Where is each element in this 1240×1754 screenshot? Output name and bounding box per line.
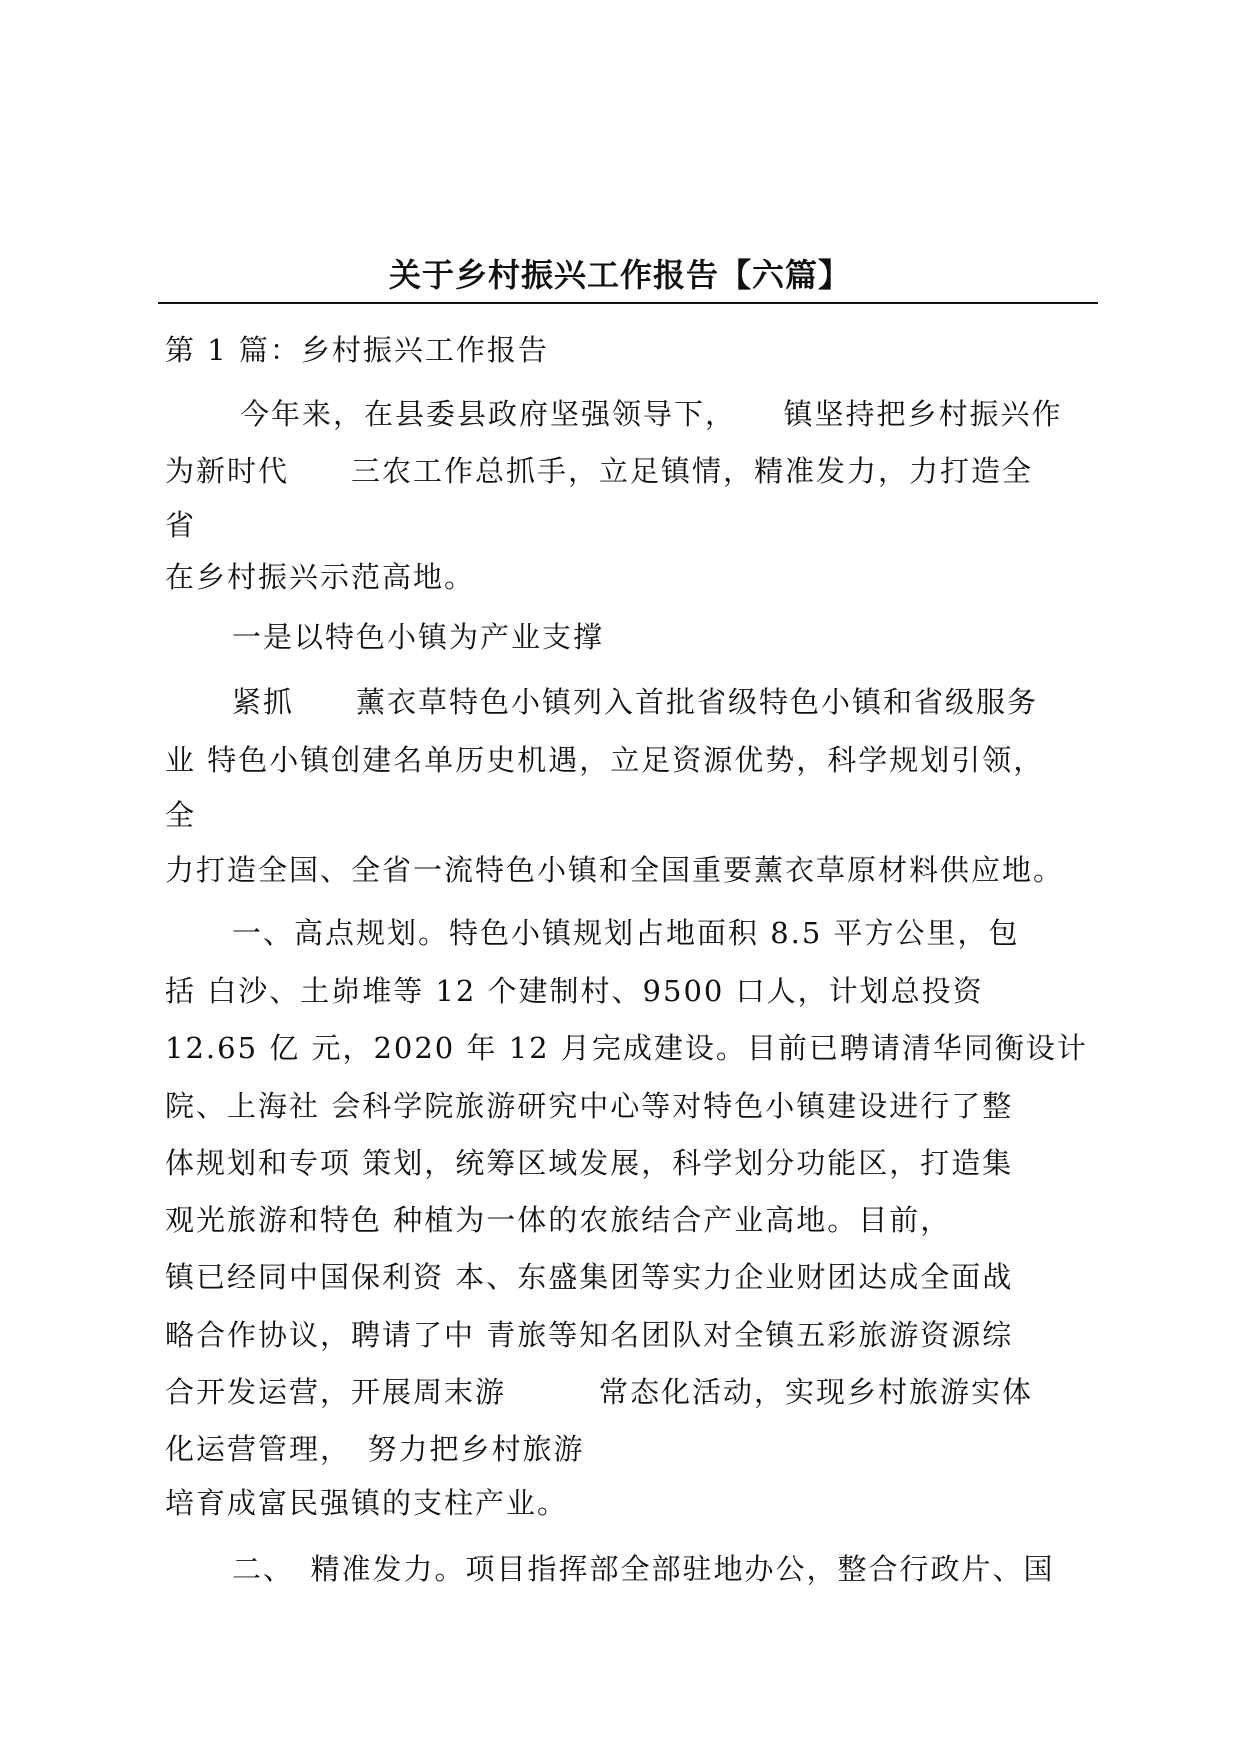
body-line: 合开发运营，开展周末游 常态化活动，实现乡村旅游实体: [165, 1375, 1034, 1409]
body-line: 化运营管理， 努力把乡村旅游: [165, 1432, 585, 1466]
section-heading: 第 1 篇：乡村振兴工作报告: [165, 333, 549, 367]
body-line: 略合作协议，聘请了中 青旅等知名团队对全镇五彩旅游资源综: [165, 1318, 1014, 1352]
body-line: 全: [165, 798, 197, 832]
body-line: 业 特色小镇创建名单历史机遇，立足资源优势，科学规划引领，: [165, 743, 1045, 777]
body-line: 力打造全国、全省一流特色小镇和全国重要薰衣草原材料供应地。: [165, 853, 1065, 887]
title-rule: [158, 302, 1098, 304]
body-line: 二、 精准发力。项目指挥部全部驻地办公，整合行政片、国: [232, 1552, 1055, 1586]
body-line: 在乡村振兴示范高地。: [165, 560, 476, 594]
body-line: 一是以特色小镇为产业支撑: [232, 620, 605, 654]
document-title: 关于乡村振兴工作报告【六篇】: [388, 256, 851, 294]
body-line: 紧抓 薰衣草特色小镇列入首批省级特色小镇和省级服务: [232, 685, 1039, 719]
body-line: 一、高点规划。特色小镇规划占地面积 8.5 平方公里，包: [232, 916, 1020, 950]
body-line: 镇已经同中国保利资 本、东盛集团等实力企业财团达成全面战: [165, 1260, 1014, 1294]
body-line: 观光旅游和特色 种植为一体的农旅结合产业高地。目前，: [165, 1203, 952, 1237]
body-line: 括 白沙、土峁堆等 12 个建制村、9500 口人，计划总投资: [165, 974, 984, 1008]
body-line: 省: [165, 508, 197, 542]
body-line: 今年来，在县委县政府坚强领导下， 镇坚持把乡村振兴作: [240, 397, 1063, 431]
body-line: 为新时代 三农工作总抓手，立足镇情，精准发力，力打造全: [165, 454, 1034, 488]
body-line: 院、上海社 会科学院旅游研究中心等对特色小镇建设进行了整: [165, 1089, 1014, 1123]
body-line: 12.65 亿 元，2020 年 12 月完成建设。目前已聘请清华同衡设计: [165, 1031, 1088, 1065]
body-line: 体规划和专项 策划，统筹区域发展，科学划分功能区，打造集: [165, 1146, 1014, 1180]
body-line: 培育成富民强镇的支柱产业。: [165, 1486, 569, 1520]
